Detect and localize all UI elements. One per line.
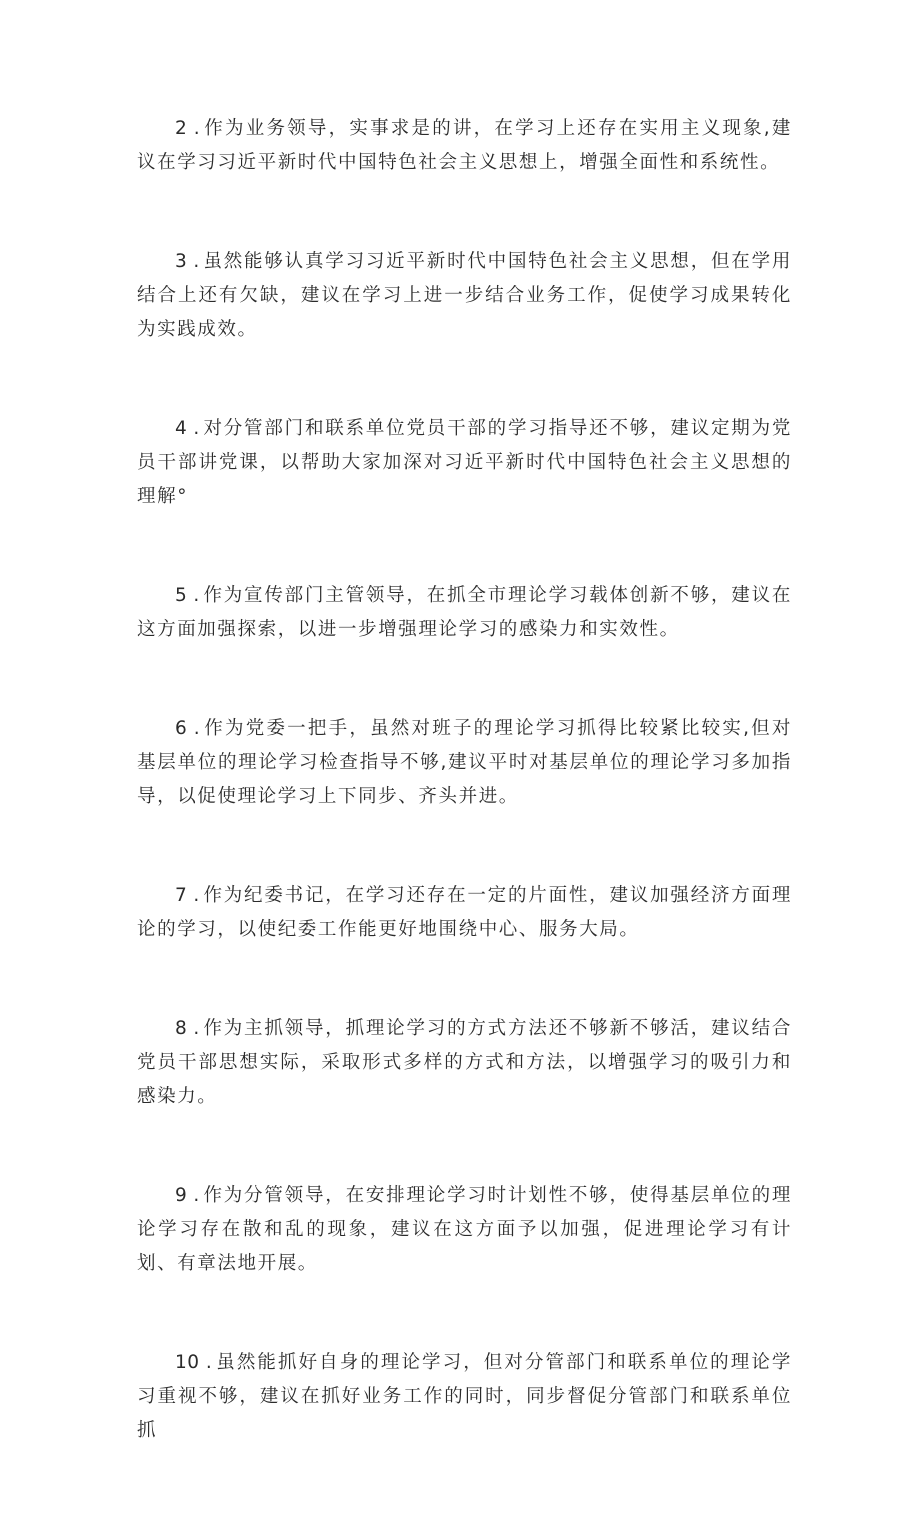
list-item — [137, 412, 792, 514]
item-separator: . — [187, 885, 200, 906]
item-text: 作为主抓领导，抓理论学习的方式方法还不够新不够活，建议结合党员干部思想实际，采取形式多样的方式和方法，以增强学习的吸引力和感染力。 — [137, 1018, 792, 1107]
item-text: 虽然能抓好自身的理论学习，但对分管部门和联系单位的理论学习重视不够，建议在抓好业务工作的同时，同步督促分管部门和联系单位抓 — [137, 1352, 792, 1441]
item-separator: . — [187, 1185, 200, 1206]
item-number: 6 — [175, 718, 188, 739]
item-number: 8 — [175, 1018, 188, 1039]
item-text: 作为分管领导，在安排理论学习时计划性不够，使得基层单位的理论学习存在散和乱的现象，建议在这方面予以加强，促进理论学习有计划、有章法地开展。 — [137, 1185, 792, 1274]
list-item — [137, 1179, 792, 1281]
document-body — [137, 112, 792, 1513]
list-item — [137, 579, 792, 647]
list-item — [137, 245, 792, 347]
item-text: 虽然能够认真学习习近平新时代中国特色社会主义思想，但在学用结合上还有欠缺，建议在学习上进一步结合业务工作，促使学习成果转化为实践成效。 — [137, 251, 792, 340]
item-text: 作为业务领导，实事求是的讲，在学习上还存在实用主义现象,建议在学习习近平新时代中国特色社会主义思想上，增强全面性和系统性。 — [137, 118, 792, 173]
list-item — [137, 1346, 792, 1448]
item-number: 4 — [175, 418, 188, 439]
item-number: 10 — [175, 1352, 200, 1373]
item-separator: . — [187, 585, 200, 606]
list-item — [137, 712, 792, 814]
list-item — [137, 879, 792, 947]
item-number: 3 — [175, 251, 188, 272]
item-separator: . — [187, 418, 200, 439]
item-text: 作为宣传部门主管领导，在抓全市理论学习载体创新不够，建议在这方面加强探索，以进一步增强理论学习的感染力和实效性。 — [137, 585, 792, 640]
item-text: 作为纪委书记，在学习还存在一定的片面性，建议加强经济方面理论的学习，以使纪委工作能更好地围绕中心、服务大局。 — [137, 885, 792, 940]
item-separator: . — [187, 718, 200, 739]
list-item — [137, 112, 792, 180]
item-separator: . — [187, 118, 200, 139]
item-number: 9 — [175, 1185, 188, 1206]
item-number: 2 — [175, 118, 188, 139]
item-text: 作为党委一把手，虽然对班子的理论学习抓得比较紧比较实,但对基层单位的理论学习检查指导不够,建议平时对基层单位的理论学习多加指导，以促使理论学习上下同步、齐头并进。 — [137, 718, 792, 807]
item-separator: . — [187, 251, 200, 272]
item-number: 7 — [175, 885, 188, 906]
item-separator: . — [187, 1018, 200, 1039]
item-text: 对分管部门和联系单位党员干部的学习指导还不够，建议定期为党员干部讲党课，以帮助大家加深对习近平新时代中国特色社会主义思想的理解° — [137, 418, 792, 507]
item-separator: . — [199, 1352, 212, 1373]
list-item — [137, 1012, 792, 1114]
item-number: 5 — [175, 585, 188, 606]
